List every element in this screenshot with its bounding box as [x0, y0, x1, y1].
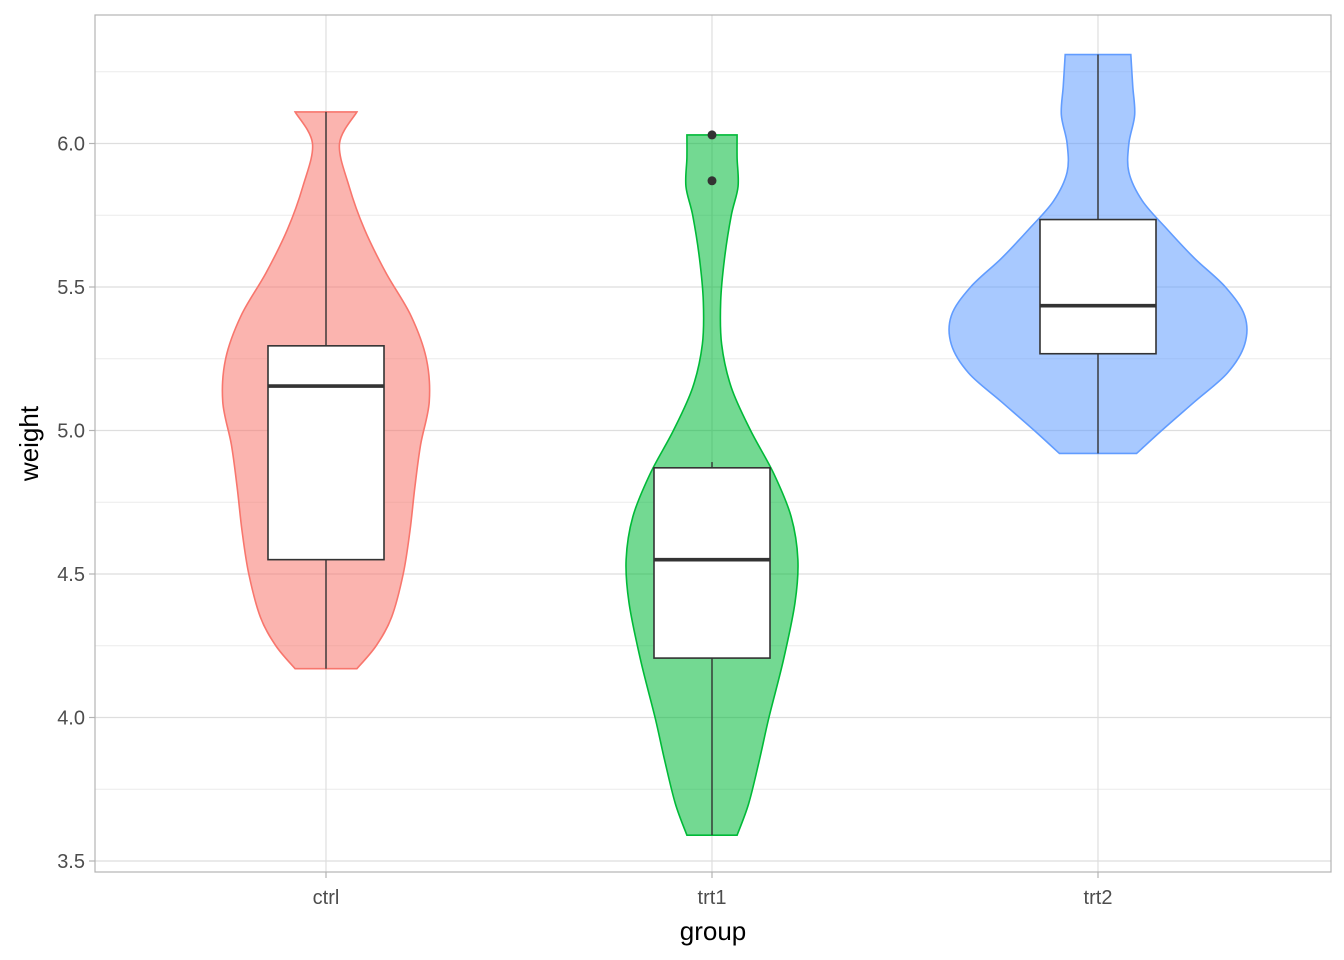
y-axis-title: weight	[14, 405, 44, 482]
y-tick-label: 5.0	[57, 420, 85, 443]
x-tick-label: ctrl	[312, 887, 340, 909]
y-axis-ticks	[57, 134, 95, 874]
y-tick-label: 6.0	[57, 133, 85, 156]
box-ctrl	[268, 346, 384, 560]
outlier-point-trt1	[708, 130, 717, 139]
x-axis-ticks	[313, 872, 1113, 909]
y-tick-label: 4.5	[57, 564, 85, 586]
box-trt2	[1040, 220, 1156, 354]
y-tick-label: 3.5	[57, 851, 85, 873]
x-tick-label: trt1	[697, 887, 727, 909]
box-trt1	[654, 468, 770, 658]
x-tick-label: trt2	[1083, 887, 1113, 909]
y-tick-label: 4.0	[57, 707, 85, 730]
outlier-point-trt1	[708, 176, 717, 185]
y-tick-label: 5.5	[57, 277, 85, 299]
x-axis-title: group	[679, 916, 747, 946]
